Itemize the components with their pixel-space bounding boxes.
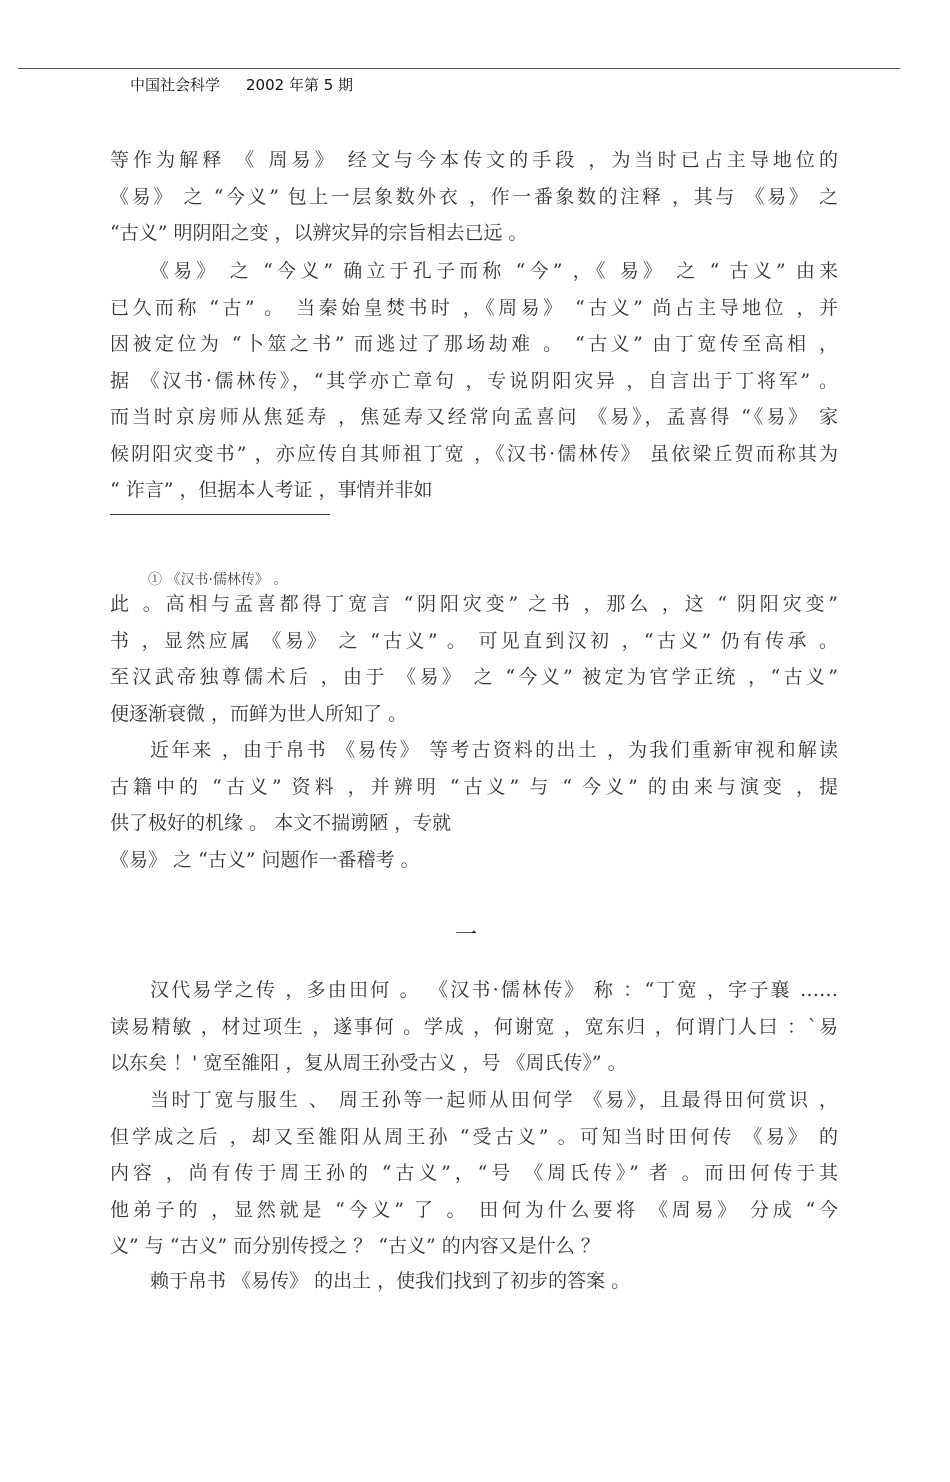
paragraph-line: 义” 与 “古义” 而分别传授之 ？ “古义” 的内容又是什么 ？ [110, 1235, 600, 1257]
section-number: 一 [455, 923, 478, 948]
paragraph-line: 至汉武帝独尊儒术后 ，由于 《易》 之 “今义” 被定为官学正统 ，“古义” [110, 666, 838, 688]
paragraph-line: 已久而称 “古” 。 当秦始皇焚书时 ，《周易》 “古义” 尚占主导地位 ，并 [110, 296, 838, 319]
paragraph-line: 汉代易学之传 ，多由田何 。 《汉书·儒林传》 称 ：“丁宽 ，字子襄 …… [150, 979, 838, 1001]
issue-number: 2002 年第 5 期 [246, 76, 354, 94]
paragraph-line: “ 诈言” ，但据本人考证 ，事情并非如 [110, 479, 433, 501]
paragraph-line: 此 。高相与孟喜都得丁宽言 “阴阳灾变” 之书 ，那么 ，这 “ 阴阳灾变” [110, 593, 838, 615]
paragraph-line: 古籍中的 “古义” 资料 ，并辨明 “古义” 与 “ 今义” 的由来与演变 ，提 [110, 775, 838, 798]
paragraph-line: 当时丁宽与服生 、 周王孙等一起师从田何学 《易》，且最得田何赏识 ， [150, 1089, 838, 1111]
header-rule [18, 68, 900, 69]
paragraph-line: 《易》 之 “今义” 包上一层象数外衣 ，作一番象数的注释 ，其与 《易》 之 [110, 185, 838, 208]
running-header [130, 74, 379, 95]
paragraph-line: 但学成之后 ，却又至雒阳从周王孙 “受古义” 。可知当时田何传 《易》 的 [110, 1125, 838, 1148]
footnote-rule [110, 514, 330, 515]
paragraph-line: 便逐渐衰微 ，而鲜为世人所知了 。 [110, 702, 408, 725]
journal-name: 中国社会科学 [130, 76, 221, 94]
paragraph-line: 据 《汉书·儒林传》，“其学亦亡章句 ，专说阴阳灾异 ，自言出于丁将军” 。 [110, 369, 838, 392]
paragraph-line: “古义” 明阴阳之变 ，以辨灾异的宗旨相去已远 。 [110, 222, 528, 244]
paragraph-line: 《易》 之 “古义” 问题作一番稽考 。 [110, 848, 420, 871]
paragraph-line: 而当时京房师从焦延寿 ，焦延寿又经常向孟喜问 《易》，孟喜得 “《易》 家 [110, 406, 838, 428]
paragraph-line: 内容 ，尚有传于周王孙的 “古义”，“号 《周氏传》” 者 。而田何传于其 [110, 1162, 838, 1184]
paragraph-line: 近年来 ，由于帛书 《易传》 等考古资料的出土 ，为我们重新审视和解读 [150, 739, 838, 761]
footnote: ① 《汉书·儒林传》 。 [148, 572, 288, 588]
paragraph-line: 因被定位为 “卜筮之书” 而逃过了那场劫难 。 “古义” 由丁宽传至高相 ， [110, 333, 838, 355]
paragraph-line: 书 ，显然应属 《易》 之 “古义” 。 可见直到汉初 ，“古义” 仍有传承 。 [110, 629, 838, 652]
paragraph-line: 赖于帛书 《易传》 的出土 ，使我们找到了初步的答案 。 [150, 1270, 631, 1292]
paragraph-line: 读易精敏 ，材过项生 ，遂事何 。学成 ，何谢宽 ，宽东归 ，何谓门人曰 ：`易 [110, 1015, 838, 1038]
paragraph-line: 《易》 之 “今义” 确立于孔子而称 “今” ，《 易》 之 “ 古义” 由来 [150, 260, 838, 282]
paragraph-line: 以东矣 ！' 宽至雒阳 ，复从周王孙受古义 ，号 《周氏传》” 。 [110, 1052, 627, 1074]
paragraph-line: 候阴阳灾变书” ，亦应传自其师祖丁宽 ，《汉书·儒林传》 虽依梁丘贺而称其为 [110, 442, 838, 465]
paragraph-line: 他弟子的 ，显然就是 “今义” 了 。 田何为什么要将 《周易》 分成 “今 [110, 1198, 838, 1221]
paragraph-line: 供了极好的机缘 。 本文不揣谫陋 ，专就 [110, 812, 452, 834]
paragraph-line: 等作为解释 《 周易》 经文与今本传文的手段 ，为当时已占主导地位的 [110, 149, 838, 171]
